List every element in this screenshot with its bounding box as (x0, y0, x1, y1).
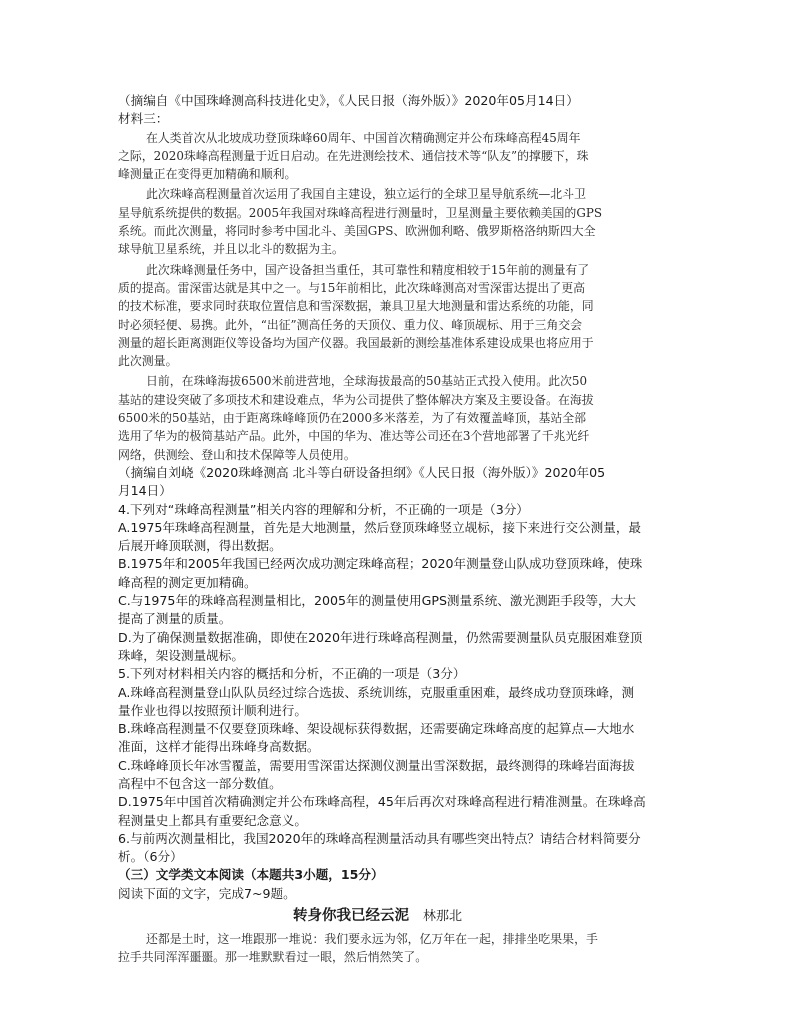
text-line: 系统。而此次测量，将同时参考中国北斗、美国GPS、欧洲伽利略、俄罗斯格洛纳斯四大全 (118, 224, 596, 239)
text-line: 之际，2020珠峰高程测量于近日启动。在先进测绘技术、通信技术等“队友”的撑腰下，珠 (118, 148, 589, 163)
text-line: 后展开峰顶联测，得出数据。 (118, 538, 282, 554)
text-line: 月14日） (118, 483, 172, 499)
text-line: 此次珠峰测量任务中，国产设备担当重任，其可靠性和精度相较于15年前的测量有了 (146, 262, 590, 277)
option-d: D.1975年中国首次精确测定并公布珠峰高程，45年后再次对珠峰高程进行精准测量。在珠峰高 (118, 794, 646, 810)
text-line: 准面，这样才能得出珠峰身高数据。 (118, 739, 320, 755)
option-a: A.1975年珠峰高程测量，首先是大地测量，然后登顶珠峰竖立觇标，接下来进行交公测量，最 (118, 519, 642, 535)
paragraph-2 (118, 185, 678, 258)
text-line: 在人类首次从北坡成功登顶珠峰60周年、中国首次精确测定并公布珠峰高程45周年 (146, 130, 581, 145)
text-line: 提高了测量的质量。 (118, 611, 232, 627)
option-b: B.珠峰高程测量不仅要登顶珠峰、架设觇标获得数据，还需要确定珠峰高度的起算点—大地水 (118, 721, 635, 737)
paragraph-1 (118, 129, 678, 184)
text-line: 的技术标准，要求同时获取位置信息和雪深数据，兼具卫星大地测量和雷达系统的功能，同 (118, 299, 594, 314)
paragraph-4 (118, 372, 678, 463)
story-title-row (118, 905, 678, 928)
text-line: 珠峰，架设测量觇标。 (118, 647, 244, 663)
text-line: （摘编自刘峣《2020珠峰测高 北斗等白研设备担纲》《人民日报（海外版）》2020年05 (118, 464, 606, 480)
text-line: 球导航卫星系统，并且以北斗的数据为主。 (118, 242, 344, 257)
question-6 (118, 830, 678, 867)
text-line: 量作业也得以按照预计顺利进行。 (118, 702, 307, 718)
option-c: C.珠峰峰顶长年冰雪覆盖，需要用雪深雷达探测仪测量出雪深数据，最终测得的珠峰岩面海拔 (118, 757, 635, 773)
option-d: D.为了确保测量数据准确，即使在2020年进行珠峰高程测量，仍然需要测量队员克服困难登顶 (118, 629, 643, 645)
option-c: C.与1975年的珠峰高程测量相比，2005年的测量使用GPS测量系统、激光测距手段等，大大 (118, 593, 636, 609)
source-citation-1: （摘编自《中国珠峰测高科技进化史》，《人民日报（海外版）》2020年05月14日） (118, 93, 579, 108)
text-line: 测量的超长距离测距仪等设备均为国产仪器。我国最新的测绘基准体系建设成果也将应用于 (118, 335, 594, 350)
text-line: 析。（6分） (118, 849, 183, 865)
option-b: B.1975年和2005年我国已经两次成功测定珠峰高程；2020年测量登山队成功登顶珠峰，使珠 (118, 556, 643, 572)
text-line: 基站的建设突破了多项技术和建设难点，华为公司提供了整体解决方案及主要设备。在海拔 (118, 392, 594, 407)
text-line: 网络，供测绘、登山和技术保障等人员使用。 (118, 447, 356, 462)
text-line: 还都是土时，这一堆跟那一堆说：我们要永远为邻，亿万年在一起，排排坐吃果果，手 (146, 932, 598, 947)
text-line: 质的提高。雷深雷达就是其中之一。与15年前相比，此次珠峰测高对雪深雷达提出了更高 (118, 280, 585, 295)
story-paragraph (118, 930, 678, 967)
text-line: 程测量史上都具有重要纪念意义。 (118, 812, 307, 828)
text-line: 拉手共同浑浑噩噩。那一堆默默看过一眼，然后悄然笑了。 (118, 950, 428, 965)
text-line: 高程中不包含这一部分数值。 (118, 775, 282, 791)
question-stem: 6.与前两次测量相比，我国2020年的珠峰高程测量活动具有哪些突出特点？请结合材料简要分 (118, 830, 641, 846)
reading-instruction: 阅读下面的文字，完成7~9题。 (118, 885, 296, 901)
source-citation-2 (118, 464, 678, 501)
text-line: 6500米的50基站，由于距离珠峰峰顶仍在2000多米落差，为了有效覆盖峰顶，基站全部 (118, 411, 587, 426)
text-line: 此次珠峰高程测量首次运用了我国自主建设，独立运行的全球卫星导航系统—北斗卫 (146, 187, 586, 202)
story-title: 转身你我已经云泥 (293, 908, 409, 925)
text-line: 选用了华为的极简基站产品。此外，中国的华为、准达等公司还在3个营地部署了千兆光纤 (118, 429, 590, 444)
story-author: 林那北 (423, 909, 463, 925)
option-a: A.珠峰高程测量登山队队员经过综合选拔、系统训练，克服重重困难，最终成功登顶珠峰，测 (118, 684, 635, 700)
section-heading: （三）文学类文本阅读（本题共3小题，15分） (118, 867, 384, 883)
material-3-heading: 材料三： (118, 111, 169, 127)
question-4 (118, 501, 678, 666)
text-line: 峰测量正在变得更加精确和顺利。 (118, 167, 297, 182)
question-stem: 4.下列对“珠峰高程测量”相关内容的理解和分析，不正确的一项是（3分） (118, 501, 529, 517)
text-line: 星导航系统提供的数据。2005年我国对珠峰高程进行测量时，卫星测量主要依赖美国的GPS (118, 205, 602, 220)
question-5 (118, 665, 678, 830)
text-line: 峰高程的测定更加精确。 (118, 574, 257, 590)
text-line: 日前，在珠峰海拔6500米前进营地，全球海拔最高的50基站正式投入使用。此次50 (146, 374, 588, 389)
document-page (118, 92, 678, 967)
text-line: 时必须轻便、易携。此外，“出征”测高任务的天顶仪、重力仪、峰顶觇标、用于三角交会 (118, 317, 583, 332)
question-stem: 5.下列对材料相关内容的概括和分析，不正确的一项是（3分） (118, 666, 466, 682)
paragraph-3 (118, 261, 678, 371)
text-line: 此次测量。 (118, 354, 178, 369)
